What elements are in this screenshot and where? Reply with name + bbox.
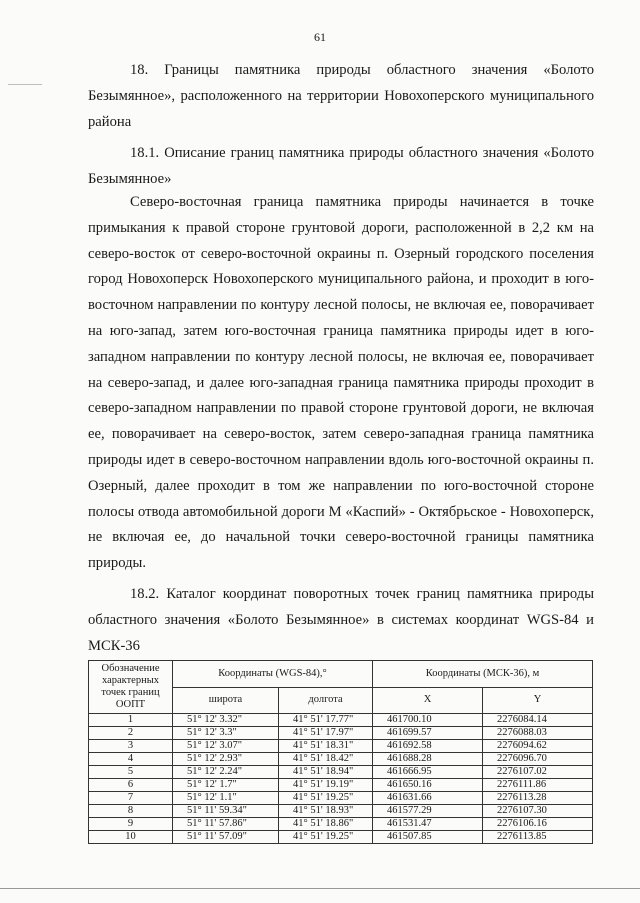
- cell-x: 461507.85: [373, 831, 483, 844]
- header-x: X: [373, 687, 483, 714]
- section-18-2-heading: [88, 582, 594, 659]
- boundary-description: [88, 190, 594, 577]
- cell-y: 2276088.03: [483, 727, 593, 740]
- description-paragraph: Северо-восточная граница памятника природы начинается в точке примыкания к правой стороне грунтовой дороги, расположенной в 2,2 км на северо-восток от северо-восточной окраины п. Озерный городского поселения город Новохоперск Новохоперского муниципального района, и проходит в юго-восточном направлении по контуру лесной полосы, не включая ее, поворачивает на юго-запад, затем юго-восточная граница памятника природы идет в юго-западном направлении по контуру лесной полосы, не включая ее, поворачивает на северо-запад, и далее юго-западная граница памятника природы проходит в северо-западном направлении по правой стороне грунтовой дороги, не включая ее, поворачивает на северо-восток, затем северо-западная граница памятника природы идет в северо-восточном направлении вдоль юго-восточной окраины п. Озерный, далее проходит в том же направлении по юго-восточной стороне полосы отвода автомобильной дороги М «Каспий» - Октябрьское - Новохоперск, не включая ее, до начальной точки северо-восточной границы памятника природы.: [88, 194, 594, 572]
- cell-x: 461577.29: [373, 805, 483, 818]
- header-lon: долгота: [279, 687, 373, 714]
- cell-x: 461650.16: [373, 779, 483, 792]
- cell-lon: 41° 51' 18.86": [279, 818, 373, 831]
- table-row: [89, 779, 593, 792]
- table-row: [89, 727, 593, 740]
- cell-y: 2276111.86: [483, 779, 593, 792]
- cell-lon: 41° 51' 17.97": [279, 727, 373, 740]
- page-number: 61: [314, 30, 326, 44]
- cell-point: 3: [89, 740, 173, 753]
- cell-point: 5: [89, 766, 173, 779]
- cell-lon: 41° 51' 19.25": [279, 792, 373, 805]
- cell-lat: 51° 12' 1.7": [173, 779, 279, 792]
- table-header-row: [89, 661, 593, 688]
- cell-lat: 51° 12' 2.93": [173, 753, 279, 766]
- cell-x: 461531.47: [373, 818, 483, 831]
- section-18-title: 18. Границы памятника природы областного значения «Болото Безымянное», расположенного на территории Новохоперского муниципального района: [88, 62, 594, 130]
- cell-lat: 51° 12' 3.07": [173, 740, 279, 753]
- cell-lon: 41° 51' 17.77": [279, 714, 373, 727]
- table-row: [89, 831, 593, 844]
- cell-x: 461700.10: [373, 714, 483, 727]
- cell-y: 2276096.70: [483, 753, 593, 766]
- table-row: [89, 805, 593, 818]
- table-row: [89, 740, 593, 753]
- cell-point: 6: [89, 779, 173, 792]
- section-18-2-title: 18.2. Каталог координат поворотных точек границ памятника природы областного значения «Болото Безымянное» в системах координат WGS-84 и МСК-36: [88, 586, 594, 654]
- cell-lat: 51° 12' 2.24": [173, 766, 279, 779]
- cell-lon: 41° 51' 19.19": [279, 779, 373, 792]
- header-wgs: Координаты (WGS-84),°: [173, 661, 373, 688]
- table-row: [89, 766, 593, 779]
- cell-lon: 41° 51' 19.25": [279, 831, 373, 844]
- cell-lat: 51° 11' 59.34": [173, 805, 279, 818]
- cell-y: 2276113.28: [483, 792, 593, 805]
- margin-mark: [8, 84, 42, 85]
- cell-lat: 51° 11' 57.86": [173, 818, 279, 831]
- header-y: Y: [483, 687, 593, 714]
- cell-x: 461631.66: [373, 792, 483, 805]
- table-row: [89, 753, 593, 766]
- cell-lat: 51° 11' 57.09": [173, 831, 279, 844]
- table-row: [89, 818, 593, 831]
- section-18-1-title: 18.1. Описание границ памятника природы областного значения «Болото Безымянное»: [88, 145, 594, 187]
- table-row: [89, 792, 593, 805]
- header-lat: широта: [173, 687, 279, 714]
- cell-point: 4: [89, 753, 173, 766]
- cell-y: 2276107.30: [483, 805, 593, 818]
- cell-y: 2276084.14: [483, 714, 593, 727]
- cell-lon: 41° 51' 18.93": [279, 805, 373, 818]
- cell-lat: 51° 12' 3.32": [173, 714, 279, 727]
- header-point: Обозначение характерных точек границ ООПТ: [89, 661, 173, 714]
- header-msk: Координаты (МСК-36), м: [373, 661, 593, 688]
- coordinates-table: [88, 660, 593, 844]
- cell-lat: 51° 12' 1.1": [173, 792, 279, 805]
- cell-point: 9: [89, 818, 173, 831]
- page-bottom-edge: [0, 888, 640, 889]
- table-row: [89, 714, 593, 727]
- cell-point: 2: [89, 727, 173, 740]
- cell-point: 1: [89, 714, 173, 727]
- cell-y: 2276106.16: [483, 818, 593, 831]
- section-18-1-heading: [88, 141, 594, 193]
- cell-point: 7: [89, 792, 173, 805]
- cell-lon: 41° 51' 18.42": [279, 753, 373, 766]
- section-18-heading: [88, 58, 594, 135]
- cell-lat: 51° 12' 3.3": [173, 727, 279, 740]
- cell-lon: 41° 51' 18.31": [279, 740, 373, 753]
- table-body: [89, 714, 593, 844]
- cell-y: 2276113.85: [483, 831, 593, 844]
- cell-lon: 41° 51' 18.94": [279, 766, 373, 779]
- cell-y: 2276107.02: [483, 766, 593, 779]
- cell-x: 461666.95: [373, 766, 483, 779]
- cell-point: 10: [89, 831, 173, 844]
- cell-x: 461692.58: [373, 740, 483, 753]
- cell-y: 2276094.62: [483, 740, 593, 753]
- cell-x: 461688.28: [373, 753, 483, 766]
- cell-x: 461699.57: [373, 727, 483, 740]
- cell-point: 8: [89, 805, 173, 818]
